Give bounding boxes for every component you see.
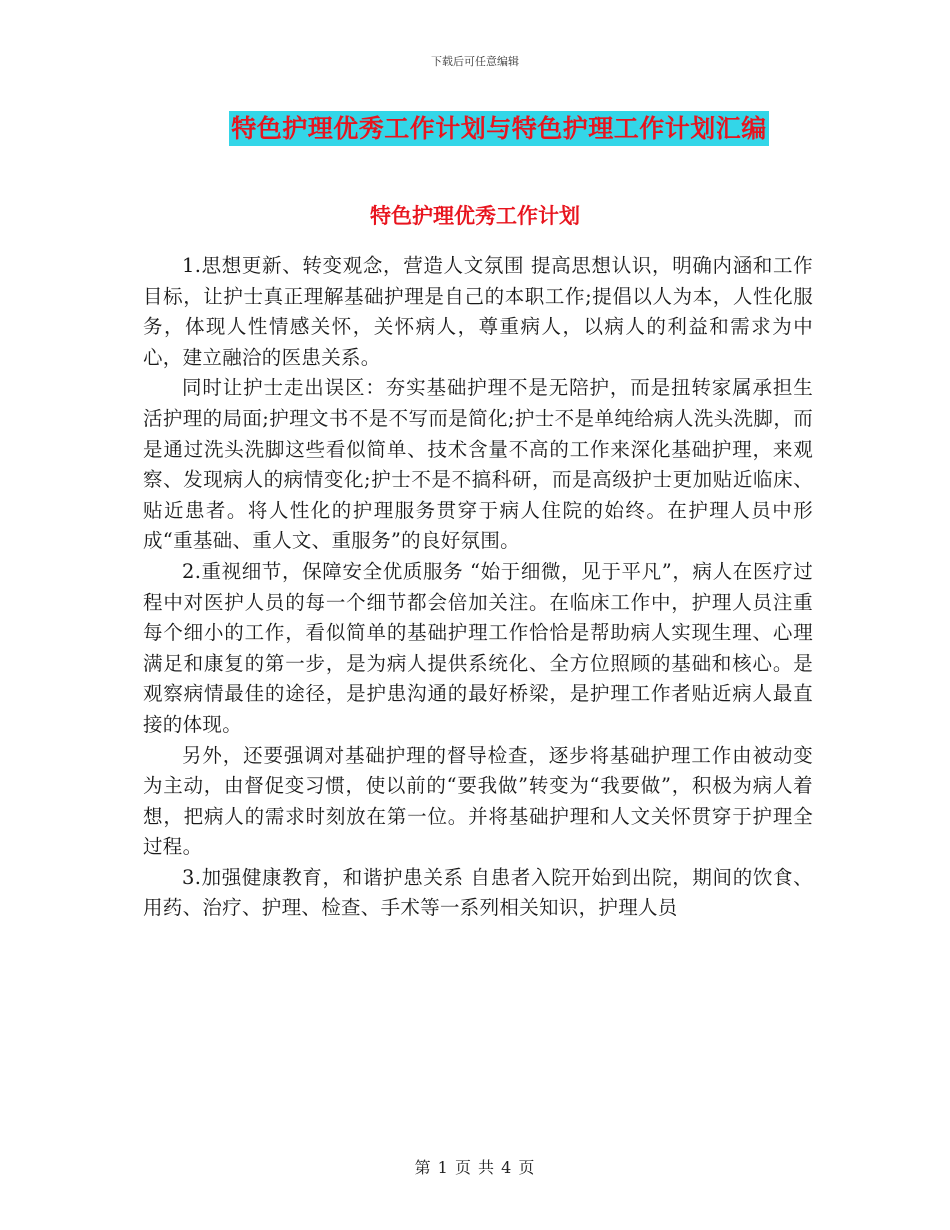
paragraph-3: 2.重视细节，保障安全优质服务 “始于细微，见于平凡”，病人在医疗过程中对医护人员的每一个细节都会倍加关注。在临床工作中，护理人员注重每个细小的工作，看似简单的基础护理工作恰恰是帮助病人实现生理、心理满足和康复的第一步，是为病人提供系统化、全方位照顾的基础和核心。是观察病情最佳的途径，是护患沟通的最好桥梁，是护理工作者贴近病人最直接的体现。 [143,559,813,736]
paragraph-4: 另外，还要强调对基础护理的督导检查，逐步将基础护理工作由被动变为主动，由督促变习惯，使以前的“要我做”转变为“我要做”，积极为病人着想，把病人的需求时刻放在第一位。并将基础护理和人文关怀贯穿于护理全过程。 [143,743,813,859]
document-body [143,251,813,924]
paragraph-1: 1.思想更新、转变观念，营造人文氛围 提高思想认识，明确内涵和工作目标，让护士真正理解基础护理是自己的本职工作;提倡以人为本，人性化服务，体现人性情感关怀，关怀病人，尊重病人，以病人的利益和需求为中心，建立融洽的医患关系。 [143,254,813,369]
page-header-note: 下载后可任意编辑 [431,55,519,68]
page-number-indicator: 第 1 页 共 4 页 [414,1158,536,1177]
section-title: 特色护理优秀工作计划 [370,204,580,228]
paragraph-5: 3.加强健康教育，和谐护患关系 自患者入院开始到出院，期间的饮食、用药、治疗、护理、检查、手术等一系列相关知识，护理人员 [143,865,813,920]
document-main-title: 特色护理优秀工作计划与特色护理工作计划汇编 [229,111,769,146]
main-title-container [0,111,950,146]
paragraph-2: 同时让护士走出误区：夯实基础护理不是无陪护，而是扭转家属承担生活护理的局面;护理文书不是不写而是简化;护士不是单纯给病人洗头洗脚，而是通过洗头洗脚这些看似简单、技术含量不高的工作来深化基础护理，来观察、发现病人的病情变化;护士不是不搞科研，而是高级护士更加贴近临床、贴近患者。将人性化的护理服务贯穿于病人住院的始终。在护理人员中形成“重基础、重人文、重服务”的良好氛围。 [143,376,813,553]
